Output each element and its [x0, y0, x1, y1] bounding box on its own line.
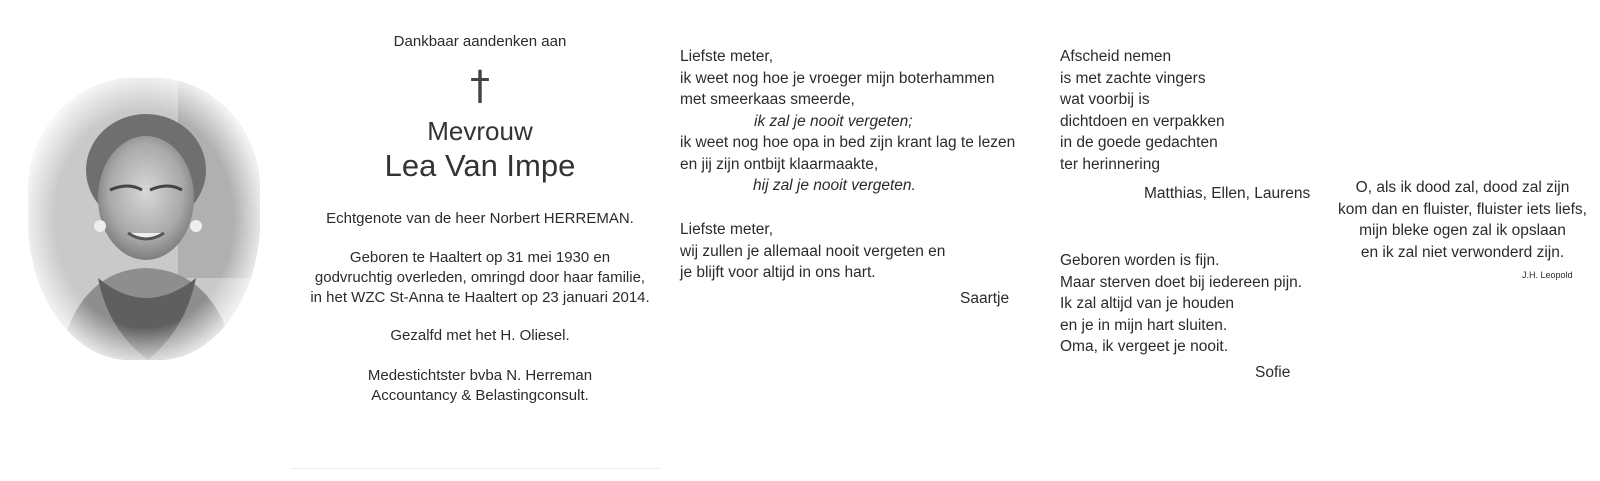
signature-sofie: Sofie — [1255, 364, 1291, 381]
poem-line: ik zal je nooit vergeten; — [754, 112, 913, 130]
poem-line: Maar sterven doet bij iedereen pijn. — [1060, 273, 1303, 291]
profession — [290, 366, 670, 406]
bottom-divider — [290, 468, 660, 469]
poem-afscheid — [1060, 46, 1320, 175]
poem-line: wij zullen je allemaal nooit vergeten en — [680, 242, 946, 260]
poem-line: en jij zijn ontbijt klaarmaakte, — [680, 155, 879, 173]
poem-line: en je in mijn hart sluiten. — [1060, 316, 1228, 334]
poem-line: wat voorbij is — [1060, 91, 1150, 108]
poem-line: ik weet nog hoe je vroeger mijn boterhammen — [680, 69, 995, 87]
bio-line: in het WZC St-Anna te Haaltert op 23 januari 2014. — [310, 289, 650, 306]
poem-meter-stanza-1 — [680, 46, 1040, 197]
bio-line: godvruchtig overleden, omringd door haar familie, — [314, 269, 646, 286]
poem-line: Liefste meter, — [680, 221, 774, 238]
poem-line: mijn bleke ogen zal ik opslaan — [1359, 222, 1566, 239]
poem-line: ter herinnering — [1060, 155, 1160, 173]
profession-line: Accountancy & Belastingconsult. — [371, 387, 589, 404]
poem-leopold — [1335, 177, 1590, 263]
spouse-line: Echtgenote van de heer Norbert HERREMAN. — [326, 210, 634, 227]
poem-line: is met zachte vingers — [1060, 69, 1206, 87]
poem-line: en ik zal niet verwonderd zijn. — [1360, 243, 1565, 261]
signature-grandchildren: Matthias, Ellen, Laurens — [1144, 185, 1311, 202]
biography — [290, 248, 670, 308]
signature-saartje: Saartje — [960, 290, 1010, 307]
cross-icon: † — [470, 63, 490, 109]
poem-line: met smeerkaas smeerde, — [680, 91, 855, 108]
poem-line: ik weet nog hoe opa in bed zijn krant lag te lezen — [680, 134, 1016, 151]
poem-line: Ik zal altijd van je houden — [1060, 295, 1235, 312]
poem-author: J.H. Leopold — [1522, 270, 1573, 280]
poem-line: O, als ik dood zal, dood zal zijn — [1355, 179, 1570, 196]
poem-line: Liefste meter, — [680, 48, 774, 65]
remembrance-heading: Dankbaar aandenken aan — [393, 33, 567, 50]
poem-line: kom dan en fluister, fluister iets liefs, — [1338, 200, 1587, 218]
poem-line: je blijft voor altijd in ons hart. — [680, 264, 876, 281]
poem-line: Oma, ik vergeet je nooit. — [1060, 338, 1228, 355]
poem-meter-stanza-2 — [680, 219, 1040, 284]
deceased-title: Mevrouw — [427, 116, 533, 146]
poem-line: Afscheid nemen — [1060, 48, 1172, 65]
poem-line: in de goede gedachten — [1060, 134, 1218, 151]
poem-geboren — [1060, 250, 1320, 358]
bio-line: Geboren te Haaltert op 31 mei 1930 en — [349, 249, 611, 266]
poem-line: hij zal je nooit vergeten. — [753, 177, 916, 194]
deceased-name: Lea Van Impe — [384, 148, 576, 183]
portrait-illustration — [28, 78, 260, 360]
poem-line: Geboren worden is fijn. — [1060, 252, 1220, 269]
portrait-photo — [28, 78, 260, 360]
profession-line: Medestichtster bvba N. Herreman — [367, 367, 593, 384]
sacrament-line: Gezalfd met het H. Oliesel. — [390, 327, 570, 344]
poem-line: dichtdoen en verpakken — [1060, 112, 1225, 130]
